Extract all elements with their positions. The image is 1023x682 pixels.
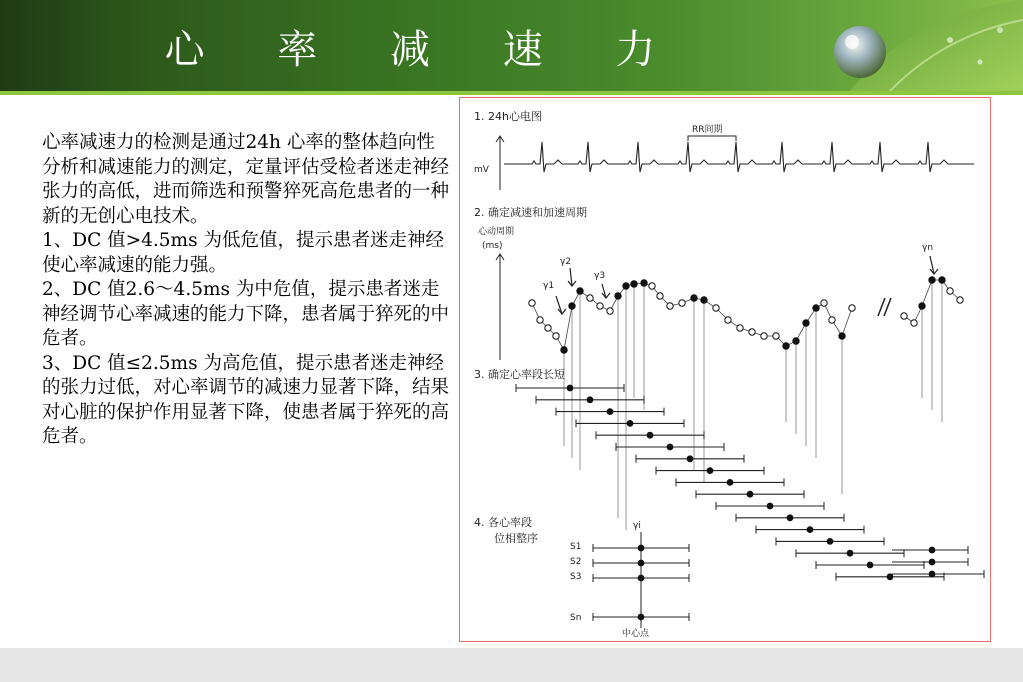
open-dot <box>849 305 855 311</box>
open-dot <box>587 295 593 301</box>
open-dot <box>947 288 953 294</box>
slide-title: 心 率 减 速 力 <box>164 27 686 73</box>
gamma-arrowhead <box>558 309 566 314</box>
aligned-dot <box>638 560 645 567</box>
slide-body <box>42 131 450 450</box>
step1-label: 1. 24h心电图 <box>474 110 542 123</box>
open-dot <box>773 333 779 339</box>
segment-center-dot <box>687 455 694 462</box>
gamma3-label: γ3 <box>594 271 606 281</box>
leaf-decoration <box>830 0 1023 91</box>
segment-center-dot <box>647 432 654 439</box>
ecg-trace <box>504 142 974 172</box>
filled-dot <box>561 347 567 353</box>
segment-center-dot <box>747 491 754 498</box>
step3-label: 3. 确定心率段长短 <box>474 368 565 381</box>
open-dot <box>957 297 963 303</box>
filled-dot <box>929 277 935 283</box>
rr-interval-label: RR间期 <box>692 125 723 135</box>
gamma-arrow <box>556 296 562 314</box>
s2-label: S2 <box>570 557 582 567</box>
segment-center-dot <box>667 444 674 451</box>
dc-low-risk: 1、DC 值>4.5ms 为低危值，提示患者迷走神经使心率减速的能力强。 <box>42 230 444 276</box>
open-dot <box>749 329 755 335</box>
gamma-arrowhead <box>602 293 610 298</box>
dc-medium-risk: 2、DC 值2.6～4.5ms 为中危值，提示患者迷走神经调节心率减速的能力下降，患者属于猝死的中危者。 <box>42 279 450 349</box>
cycle-label: 心动周期 <box>478 227 515 237</box>
center-point-label: 中心点 <box>622 629 650 639</box>
sn-label: Sn <box>570 613 582 623</box>
segment-center-dot <box>607 408 614 415</box>
step4-label: 4. 各心率段 <box>474 516 532 529</box>
segment-center-dot <box>727 479 734 486</box>
segment-center-dot <box>867 562 874 569</box>
aligned-dot <box>638 575 645 582</box>
aligned-dot <box>638 614 645 621</box>
open-dot <box>537 317 543 323</box>
open-dot <box>737 325 743 331</box>
dc-method-figure <box>459 97 991 642</box>
segment-center-dot <box>767 503 774 510</box>
open-dot <box>725 317 731 323</box>
segment-center-dot <box>567 385 574 392</box>
filled-dot <box>623 283 629 289</box>
open-dot <box>901 313 907 319</box>
s1-label: S1 <box>570 542 582 552</box>
filled-dot <box>793 338 799 344</box>
rr-bracket <box>688 136 736 141</box>
open-dot <box>829 317 835 323</box>
right-aligned-dot <box>929 571 936 578</box>
segment-center-dot <box>627 420 634 427</box>
segment-center-dot <box>707 467 714 474</box>
break-mark <box>878 298 891 316</box>
filled-dot <box>569 303 575 309</box>
open-dot <box>821 300 827 306</box>
segment-center-dot <box>847 550 854 557</box>
figure-canvas <box>460 98 989 640</box>
projection-lines <box>564 280 942 530</box>
cycle-dots <box>529 277 963 353</box>
segment-center-dot <box>827 538 834 545</box>
right-aligned-dot <box>929 559 936 566</box>
open-dot <box>607 308 613 314</box>
right-aligned-dot <box>929 547 936 554</box>
filled-dot <box>701 297 707 303</box>
segment-center-dot <box>807 526 814 533</box>
open-dot <box>597 303 603 309</box>
filled-dot <box>813 305 819 311</box>
open-dot <box>761 333 767 339</box>
step4-label-2: 位相整序 <box>494 532 538 545</box>
gamman-label: γn <box>922 243 934 253</box>
aligned-dot <box>638 545 645 552</box>
step2-label: 2. 确定减速和加速周期 <box>474 206 587 219</box>
open-dot <box>667 303 673 309</box>
open-dot <box>911 320 917 326</box>
banner-divider <box>0 91 1023 95</box>
segment-center-dot <box>787 514 794 521</box>
s3-label: S3 <box>570 572 582 582</box>
gamma2-label: γ2 <box>560 257 572 267</box>
filled-dot <box>631 281 637 287</box>
filled-dot <box>691 295 697 301</box>
dc-high-risk: 3、DC 值≤2.5ms 为高危值，提示患者迷走神经的张力过低，对心率调节的减速力显著下降，结果对心脏的保护作用显著下降，使患者属于猝死的高危者。 <box>42 352 450 447</box>
open-dot <box>713 305 719 311</box>
mv-label: mV <box>474 165 489 175</box>
gamma1-label: γ1 <box>543 281 555 291</box>
title-banner <box>0 0 1023 91</box>
intro-paragraph: 心率减速力的检测是通过24h 心率的整体趋向性分析和减速能力的测定，定量评估受检者迷走神经张力的高低，进而筛选和预警猝死高危患者的一种新的无创心电技术。 <box>42 132 450 227</box>
open-dot <box>529 300 535 306</box>
gamma-i-label: γi <box>633 521 641 531</box>
filled-dot <box>919 303 925 309</box>
segment-center-dot <box>587 396 594 403</box>
filled-dot <box>783 343 789 349</box>
open-dot <box>679 300 685 306</box>
open-dot <box>553 333 559 339</box>
open-dot <box>649 283 655 289</box>
filled-dot <box>939 277 945 283</box>
filled-dot <box>641 280 647 286</box>
aligned-segments <box>593 544 984 621</box>
footer-band <box>0 648 1023 682</box>
open-dot <box>657 293 663 299</box>
filled-dot <box>577 288 583 294</box>
filled-dot <box>839 333 845 339</box>
open-dot <box>545 325 551 331</box>
filled-dot <box>803 320 809 326</box>
filled-dot <box>615 293 621 299</box>
ms-label: (ms) <box>482 241 503 251</box>
